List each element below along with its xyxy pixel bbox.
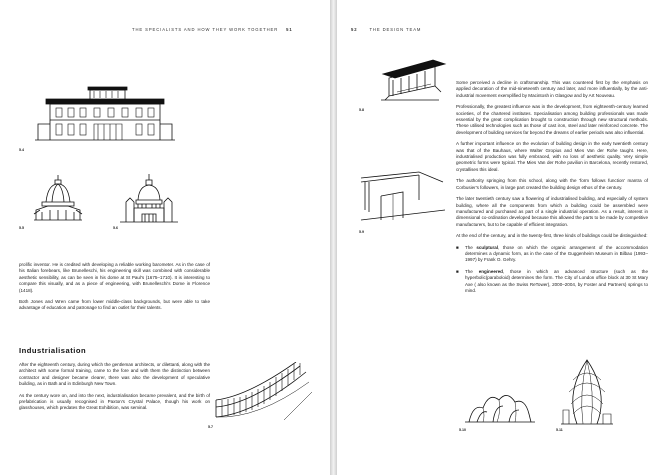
bullet-text: , those on which the organic arrangement of the accommodation determines a dynamic form, as in the case of the Guggenheim Museum in Bilbao (1993–1997) by Frank O. Gehry. (465, 244, 648, 263)
running-head-text: THE DESIGN TEAM (369, 27, 422, 32)
square-bullet-icon: ■ (456, 244, 459, 250)
paragraph: A further important influence on the evolution of building design in the early twentieth century was that of the Bauhaus, where Walter Gropius and Mies Van der Rohe taught. Here, industrialised production was fully embraced, with no loss of aesthetic quality. Very simple geometric forms were typical. The Mies Van der Rohe pavilion in Barcelona, recently restored, crystallises this ideal. (456, 141, 648, 172)
figure-label: 5.11 (556, 428, 563, 432)
running-head-text: THE SPECIALISTS AND HOW THEY WORK TOGETHER (132, 27, 279, 32)
figure-label: 5.9 (359, 230, 364, 234)
bullet-list (456, 245, 648, 295)
bullet-pre: The (465, 244, 477, 250)
left-running-head (132, 27, 293, 32)
paragraph: Some perceived a decline in craftsmanship. This was countered first by the emphasis on applied decoration of the mid-nineteenth century and later, and more influentially, by the anti-industrial movement exemplified by Macintosh in Glasgow and by Art Nouveau. (456, 80, 648, 98)
figure-label: 5.10 (459, 428, 466, 432)
right-body-text (456, 80, 648, 299)
page-number: 52 (351, 27, 358, 32)
figure-st-pauls (118, 172, 180, 224)
section-heading: Industrialisation (19, 346, 87, 355)
right-page (337, 0, 667, 475)
left-section-text (19, 362, 210, 417)
figure-gherkin-tower (559, 356, 615, 428)
figure-label: 5.6 (113, 226, 118, 230)
bullet-text: , those in which an advanced structure (such as the hyperbolic(paraboloid) determines the form. The City of London office block at 30 St Mary Axe ( also known as the Swiss ReTower), 2000–2004, by Foster and Partners) springs to mind. (465, 268, 648, 293)
figure-label: 5.8 (359, 108, 364, 112)
figure-modernist-house (379, 56, 449, 104)
right-running-head (351, 27, 421, 32)
page-gutter (330, 0, 337, 475)
list-item (456, 245, 648, 264)
left-page (0, 0, 330, 475)
square-bullet-icon: ■ (456, 268, 459, 274)
bullet-pre: The (465, 268, 479, 274)
figure-sculptural-building (463, 384, 537, 426)
figure-country-house (30, 82, 180, 144)
paragraph: After the eighteenth century, during which the gentleman architects, or dilettanti, along with the architect with some formal training, came to the fore and with them the distinction between contractor and designer became clearer, there was also the development of speculative building, as in Bath and in Edinburgh New Town. (19, 362, 210, 387)
bullet-term: sculptural (476, 244, 499, 250)
figure-label: 5.5 (19, 226, 24, 230)
paragraph: As the century wore on, and into the next, industrialisation became prevalent, and the birth of prefabrication is usually recognised in Paxton's Crystal Palace, though his work on glasshouses, which predates the Great Exhibition, was seminal. (19, 392, 210, 411)
page-number: 51 (286, 27, 293, 32)
paragraph: The authority springing from this school, along with the 'form follows function' mantra of Corbusier's followers, in large part created the building design ethos of the century. (456, 178, 648, 190)
figure-pavilion (359, 170, 445, 226)
figure-crescent (214, 362, 314, 422)
paragraph: Both Jones and Wren came from lower middle-class backgrounds, but were able to take advantage of education and patronage to find an outlet for their talents. (19, 299, 210, 311)
paragraph: prolific inventor. He is credited with developing a reliable working barometer. As in the case of his Italian forebears, like Brunelleschi, his engineering skill was combined with considerable aesthetic sensibility, as can be seen in his dome at St Paul's (1675–1710). It is interesting to compare this visually, and as a piece of engineering, with Brunelleschi's Dome in Florence (1418). (19, 262, 210, 293)
paragraph: The later twentieth century saw a flowering of industrialised building, and especially of system building, where all the components from which a building could be assembled were manufactured and purchased as part of a single industrial operation. As a result, interest in dimensional co-ordination developed because this allowed the parts to be made by competitive manufacturers, but to be capable of efficient integration. (456, 196, 648, 227)
left-body-text (19, 262, 210, 317)
figure-label: 5.7 (208, 425, 213, 429)
figure-label: 5.4 (19, 148, 24, 152)
paragraph: Professionally, the greatest influence was in the development, from eighteenth-century learned societies, of the chartered institutes. Specialisation among building professionals was made essential by the great complication brought to construction through new structural methods. These utilised technologies such as those of cast iron, steel and later reinforced concrete. The development of building services far beyond the dreams of earlier periods was also influential. (456, 104, 648, 135)
paragraph: At the end of the century, and in the twenty-first, three kinds of buildings could be distinguished: (456, 233, 648, 239)
bullet-term: engineered (478, 268, 503, 274)
figure-florence-dome (32, 172, 84, 222)
list-item (456, 269, 648, 295)
